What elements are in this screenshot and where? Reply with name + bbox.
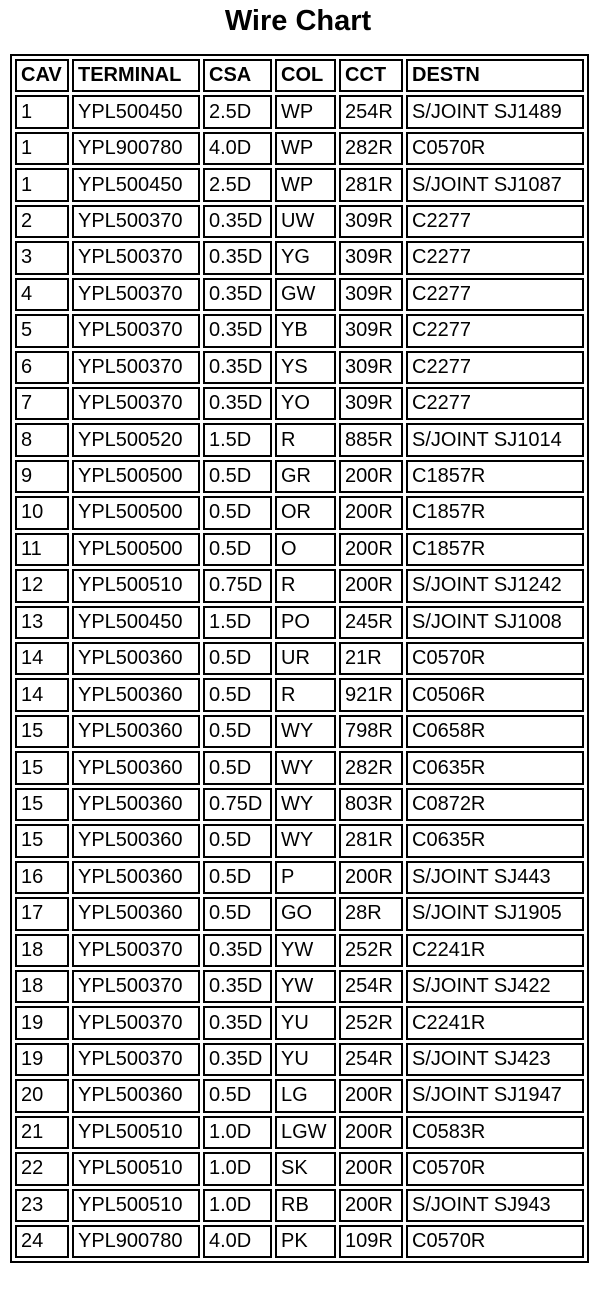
table-row bbox=[15, 314, 584, 347]
cell-csa: 0.35D bbox=[203, 1043, 272, 1076]
cell-csa: 1.5D bbox=[203, 606, 272, 639]
cell-terminal: YPL500370 bbox=[72, 278, 200, 311]
cell-csa: 0.5D bbox=[203, 533, 272, 566]
cell-cct: 281R bbox=[339, 168, 403, 201]
cell-destn: C2277 bbox=[406, 351, 584, 384]
table-row bbox=[15, 496, 584, 529]
cell-cct: 309R bbox=[339, 278, 403, 311]
table-row bbox=[15, 569, 584, 602]
cell-destn: S/JOINT SJ1905 bbox=[406, 897, 584, 930]
table-row bbox=[15, 1079, 584, 1112]
cell-terminal: YPL500360 bbox=[72, 824, 200, 857]
cell-destn: C1857R bbox=[406, 460, 584, 493]
cell-csa: 0.35D bbox=[203, 1006, 272, 1039]
cell-col: WY bbox=[275, 751, 336, 784]
cell-cav: 1 bbox=[15, 132, 69, 165]
cell-col: O bbox=[275, 533, 336, 566]
cell-cav: 14 bbox=[15, 642, 69, 675]
cell-destn: S/JOINT SJ1947 bbox=[406, 1079, 584, 1112]
cell-terminal: YPL500370 bbox=[72, 205, 200, 238]
table-row bbox=[15, 715, 584, 748]
cell-col: RB bbox=[275, 1189, 336, 1222]
cell-cav: 15 bbox=[15, 751, 69, 784]
cell-terminal: YPL500510 bbox=[72, 1152, 200, 1185]
table-row bbox=[15, 1043, 584, 1076]
cell-destn: C0570R bbox=[406, 1225, 584, 1258]
cell-cct: 200R bbox=[339, 569, 403, 602]
cell-csa: 0.35D bbox=[203, 314, 272, 347]
cell-cct: 200R bbox=[339, 861, 403, 894]
cell-terminal: YPL500370 bbox=[72, 1006, 200, 1039]
cell-destn: C0635R bbox=[406, 751, 584, 784]
cell-csa: 4.0D bbox=[203, 1225, 272, 1258]
cell-cct: 200R bbox=[339, 460, 403, 493]
cell-cav: 15 bbox=[15, 788, 69, 821]
cell-cav: 7 bbox=[15, 387, 69, 420]
cell-terminal: YPL500500 bbox=[72, 460, 200, 493]
table-row bbox=[15, 351, 584, 384]
cell-col: LG bbox=[275, 1079, 336, 1112]
cell-cct: 200R bbox=[339, 1116, 403, 1149]
cell-csa: 0.5D bbox=[203, 642, 272, 675]
table-row bbox=[15, 95, 584, 128]
cell-terminal: YPL500520 bbox=[72, 423, 200, 456]
cell-csa: 0.5D bbox=[203, 751, 272, 784]
cell-col: R bbox=[275, 678, 336, 711]
cell-csa: 2.5D bbox=[203, 95, 272, 128]
cell-terminal: YPL500510 bbox=[72, 569, 200, 602]
cell-destn: C0583R bbox=[406, 1116, 584, 1149]
cell-cav: 11 bbox=[15, 533, 69, 566]
cell-terminal: YPL500360 bbox=[72, 897, 200, 930]
cell-cct: 885R bbox=[339, 423, 403, 456]
cell-destn: C0570R bbox=[406, 132, 584, 165]
cell-csa: 0.5D bbox=[203, 496, 272, 529]
table-row bbox=[15, 970, 584, 1003]
cell-cav: 9 bbox=[15, 460, 69, 493]
cell-cav: 5 bbox=[15, 314, 69, 347]
cell-col: OR bbox=[275, 496, 336, 529]
cell-terminal: YPL500510 bbox=[72, 1116, 200, 1149]
cell-cct: 282R bbox=[339, 751, 403, 784]
cell-csa: 0.5D bbox=[203, 824, 272, 857]
cell-col: GR bbox=[275, 460, 336, 493]
cell-destn: S/JOINT SJ1087 bbox=[406, 168, 584, 201]
cell-cav: 24 bbox=[15, 1225, 69, 1258]
cell-destn: C0570R bbox=[406, 642, 584, 675]
cell-cct: 921R bbox=[339, 678, 403, 711]
cell-cav: 19 bbox=[15, 1006, 69, 1039]
cell-csa: 0.35D bbox=[203, 205, 272, 238]
cell-csa: 0.75D bbox=[203, 788, 272, 821]
cell-csa: 0.35D bbox=[203, 934, 272, 967]
cell-csa: 0.75D bbox=[203, 569, 272, 602]
cell-cct: 252R bbox=[339, 1006, 403, 1039]
column-header-csa: CSA bbox=[203, 59, 272, 92]
cell-csa: 0.35D bbox=[203, 351, 272, 384]
cell-destn: C2277 bbox=[406, 205, 584, 238]
cell-col: YS bbox=[275, 351, 336, 384]
wire-chart-table bbox=[10, 54, 589, 1263]
cell-cav: 1 bbox=[15, 95, 69, 128]
cell-cav: 18 bbox=[15, 934, 69, 967]
cell-destn: C0658R bbox=[406, 715, 584, 748]
cell-terminal: YPL500370 bbox=[72, 970, 200, 1003]
table-row bbox=[15, 1006, 584, 1039]
cell-destn: C2277 bbox=[406, 314, 584, 347]
cell-cav: 15 bbox=[15, 824, 69, 857]
cell-destn: C2241R bbox=[406, 1006, 584, 1039]
cell-cav: 8 bbox=[15, 423, 69, 456]
cell-col: R bbox=[275, 569, 336, 602]
cell-terminal: YPL500360 bbox=[72, 642, 200, 675]
cell-cav: 20 bbox=[15, 1079, 69, 1112]
cell-terminal: YPL500360 bbox=[72, 715, 200, 748]
cell-destn: S/JOINT SJ1014 bbox=[406, 423, 584, 456]
cell-csa: 0.5D bbox=[203, 861, 272, 894]
cell-csa: 0.5D bbox=[203, 678, 272, 711]
cell-cct: 254R bbox=[339, 1043, 403, 1076]
cell-col: WY bbox=[275, 788, 336, 821]
cell-col: LGW bbox=[275, 1116, 336, 1149]
table-row bbox=[15, 678, 584, 711]
cell-terminal: YPL900780 bbox=[72, 132, 200, 165]
cell-csa: 0.35D bbox=[203, 278, 272, 311]
column-header-col: COL bbox=[275, 59, 336, 92]
cell-terminal: YPL500360 bbox=[72, 678, 200, 711]
cell-col: YO bbox=[275, 387, 336, 420]
cell-cct: 200R bbox=[339, 1079, 403, 1112]
cell-destn: C0570R bbox=[406, 1152, 584, 1185]
table-header-row bbox=[15, 59, 584, 92]
cell-cct: 28R bbox=[339, 897, 403, 930]
cell-cct: 282R bbox=[339, 132, 403, 165]
cell-csa: 4.0D bbox=[203, 132, 272, 165]
table-row bbox=[15, 824, 584, 857]
cell-col: WY bbox=[275, 715, 336, 748]
table-row bbox=[15, 387, 584, 420]
table-row bbox=[15, 132, 584, 165]
column-header-cct: CCT bbox=[339, 59, 403, 92]
cell-col: UW bbox=[275, 205, 336, 238]
cell-destn: C1857R bbox=[406, 533, 584, 566]
cell-cct: 798R bbox=[339, 715, 403, 748]
cell-destn: S/JOINT SJ1008 bbox=[406, 606, 584, 639]
cell-cct: 200R bbox=[339, 533, 403, 566]
cell-csa: 1.0D bbox=[203, 1116, 272, 1149]
cell-destn: S/JOINT SJ422 bbox=[406, 970, 584, 1003]
cell-cav: 13 bbox=[15, 606, 69, 639]
cell-cav: 4 bbox=[15, 278, 69, 311]
cell-cav: 15 bbox=[15, 715, 69, 748]
cell-cct: 281R bbox=[339, 824, 403, 857]
cell-destn: C1857R bbox=[406, 496, 584, 529]
cell-destn: C2241R bbox=[406, 934, 584, 967]
cell-cct: 309R bbox=[339, 351, 403, 384]
cell-csa: 0.5D bbox=[203, 1079, 272, 1112]
cell-cav: 1 bbox=[15, 168, 69, 201]
cell-csa: 0.35D bbox=[203, 241, 272, 274]
table-row bbox=[15, 533, 584, 566]
cell-destn: C2277 bbox=[406, 387, 584, 420]
table-row bbox=[15, 168, 584, 201]
cell-destn: C2277 bbox=[406, 278, 584, 311]
cell-col: WP bbox=[275, 132, 336, 165]
cell-destn: C2277 bbox=[406, 241, 584, 274]
cell-terminal: YPL500370 bbox=[72, 934, 200, 967]
cell-cct: 309R bbox=[339, 241, 403, 274]
cell-cav: 19 bbox=[15, 1043, 69, 1076]
cell-cav: 23 bbox=[15, 1189, 69, 1222]
table-row bbox=[15, 278, 584, 311]
cell-csa: 1.5D bbox=[203, 423, 272, 456]
cell-cct: 200R bbox=[339, 1189, 403, 1222]
cell-cct: 109R bbox=[339, 1225, 403, 1258]
table-row bbox=[15, 1189, 584, 1222]
cell-cct: 245R bbox=[339, 606, 403, 639]
cell-destn: S/JOINT SJ443 bbox=[406, 861, 584, 894]
cell-col: GO bbox=[275, 897, 336, 930]
cell-terminal: YPL500370 bbox=[72, 1043, 200, 1076]
cell-cct: 803R bbox=[339, 788, 403, 821]
cell-cav: 10 bbox=[15, 496, 69, 529]
table-row bbox=[15, 241, 584, 274]
table-row bbox=[15, 897, 584, 930]
cell-terminal: YPL500510 bbox=[72, 1189, 200, 1222]
cell-cav: 21 bbox=[15, 1116, 69, 1149]
cell-terminal: YPL500500 bbox=[72, 533, 200, 566]
table-row bbox=[15, 460, 584, 493]
cell-destn: S/JOINT SJ1489 bbox=[406, 95, 584, 128]
page-title: Wire Chart bbox=[224, 5, 372, 37]
table-row bbox=[15, 1116, 584, 1149]
cell-csa: 1.0D bbox=[203, 1152, 272, 1185]
cell-cct: 200R bbox=[339, 1152, 403, 1185]
cell-destn: C0506R bbox=[406, 678, 584, 711]
cell-csa: 0.35D bbox=[203, 970, 272, 1003]
cell-cct: 309R bbox=[339, 387, 403, 420]
cell-col: PK bbox=[275, 1225, 336, 1258]
cell-cct: 254R bbox=[339, 95, 403, 128]
cell-col: YU bbox=[275, 1043, 336, 1076]
cell-terminal: YPL500500 bbox=[72, 496, 200, 529]
cell-csa: 0.5D bbox=[203, 460, 272, 493]
cell-col: YB bbox=[275, 314, 336, 347]
cell-cav: 22 bbox=[15, 1152, 69, 1185]
cell-col: WP bbox=[275, 168, 336, 201]
cell-destn: S/JOINT SJ943 bbox=[406, 1189, 584, 1222]
table-row bbox=[15, 751, 584, 784]
cell-terminal: YPL500370 bbox=[72, 241, 200, 274]
cell-col: GW bbox=[275, 278, 336, 311]
cell-destn: C0635R bbox=[406, 824, 584, 857]
cell-cct: 200R bbox=[339, 496, 403, 529]
table-row bbox=[15, 934, 584, 967]
cell-terminal: YPL500450 bbox=[72, 606, 200, 639]
cell-col: WY bbox=[275, 824, 336, 857]
table-row bbox=[15, 205, 584, 238]
table-row bbox=[15, 606, 584, 639]
table-row bbox=[15, 788, 584, 821]
cell-cav: 17 bbox=[15, 897, 69, 930]
table-row bbox=[15, 423, 584, 456]
cell-csa: 0.5D bbox=[203, 715, 272, 748]
cell-col: R bbox=[275, 423, 336, 456]
table-row bbox=[15, 642, 584, 675]
table-row bbox=[15, 1152, 584, 1185]
cell-col: PO bbox=[275, 606, 336, 639]
cell-col: YU bbox=[275, 1006, 336, 1039]
column-header-destn: DESTN bbox=[406, 59, 584, 92]
cell-col: YG bbox=[275, 241, 336, 274]
cell-terminal: YPL500370 bbox=[72, 314, 200, 347]
column-header-cav: CAV bbox=[15, 59, 69, 92]
cell-csa: 0.35D bbox=[203, 387, 272, 420]
table-body bbox=[15, 95, 584, 1258]
cell-csa: 0.5D bbox=[203, 897, 272, 930]
cell-destn: C0872R bbox=[406, 788, 584, 821]
cell-cct: 309R bbox=[339, 205, 403, 238]
cell-col: WP bbox=[275, 95, 336, 128]
cell-cct: 21R bbox=[339, 642, 403, 675]
cell-cct: 254R bbox=[339, 970, 403, 1003]
cell-cct: 309R bbox=[339, 314, 403, 347]
cell-cav: 12 bbox=[15, 569, 69, 602]
cell-terminal: YPL900780 bbox=[72, 1225, 200, 1258]
cell-cav: 6 bbox=[15, 351, 69, 384]
cell-col: UR bbox=[275, 642, 336, 675]
cell-col: SK bbox=[275, 1152, 336, 1185]
cell-cav: 14 bbox=[15, 678, 69, 711]
table-row bbox=[15, 1225, 584, 1258]
cell-cav: 2 bbox=[15, 205, 69, 238]
cell-destn: S/JOINT SJ423 bbox=[406, 1043, 584, 1076]
cell-terminal: YPL500370 bbox=[72, 351, 200, 384]
cell-col: YW bbox=[275, 934, 336, 967]
cell-terminal: YPL500360 bbox=[72, 1079, 200, 1112]
cell-destn: S/JOINT SJ1242 bbox=[406, 569, 584, 602]
cell-terminal: YPL500370 bbox=[72, 387, 200, 420]
cell-csa: 1.0D bbox=[203, 1189, 272, 1222]
table-row bbox=[15, 861, 584, 894]
cell-cav: 18 bbox=[15, 970, 69, 1003]
cell-cav: 3 bbox=[15, 241, 69, 274]
cell-col: YW bbox=[275, 970, 336, 1003]
cell-terminal: YPL500360 bbox=[72, 751, 200, 784]
cell-terminal: YPL500360 bbox=[72, 861, 200, 894]
cell-col: P bbox=[275, 861, 336, 894]
cell-cct: 252R bbox=[339, 934, 403, 967]
cell-terminal: YPL500450 bbox=[72, 168, 200, 201]
cell-cav: 16 bbox=[15, 861, 69, 894]
column-header-terminal: TERMINAL bbox=[72, 59, 200, 92]
cell-terminal: YPL500450 bbox=[72, 95, 200, 128]
cell-terminal: YPL500360 bbox=[72, 788, 200, 821]
cell-csa: 2.5D bbox=[203, 168, 272, 201]
